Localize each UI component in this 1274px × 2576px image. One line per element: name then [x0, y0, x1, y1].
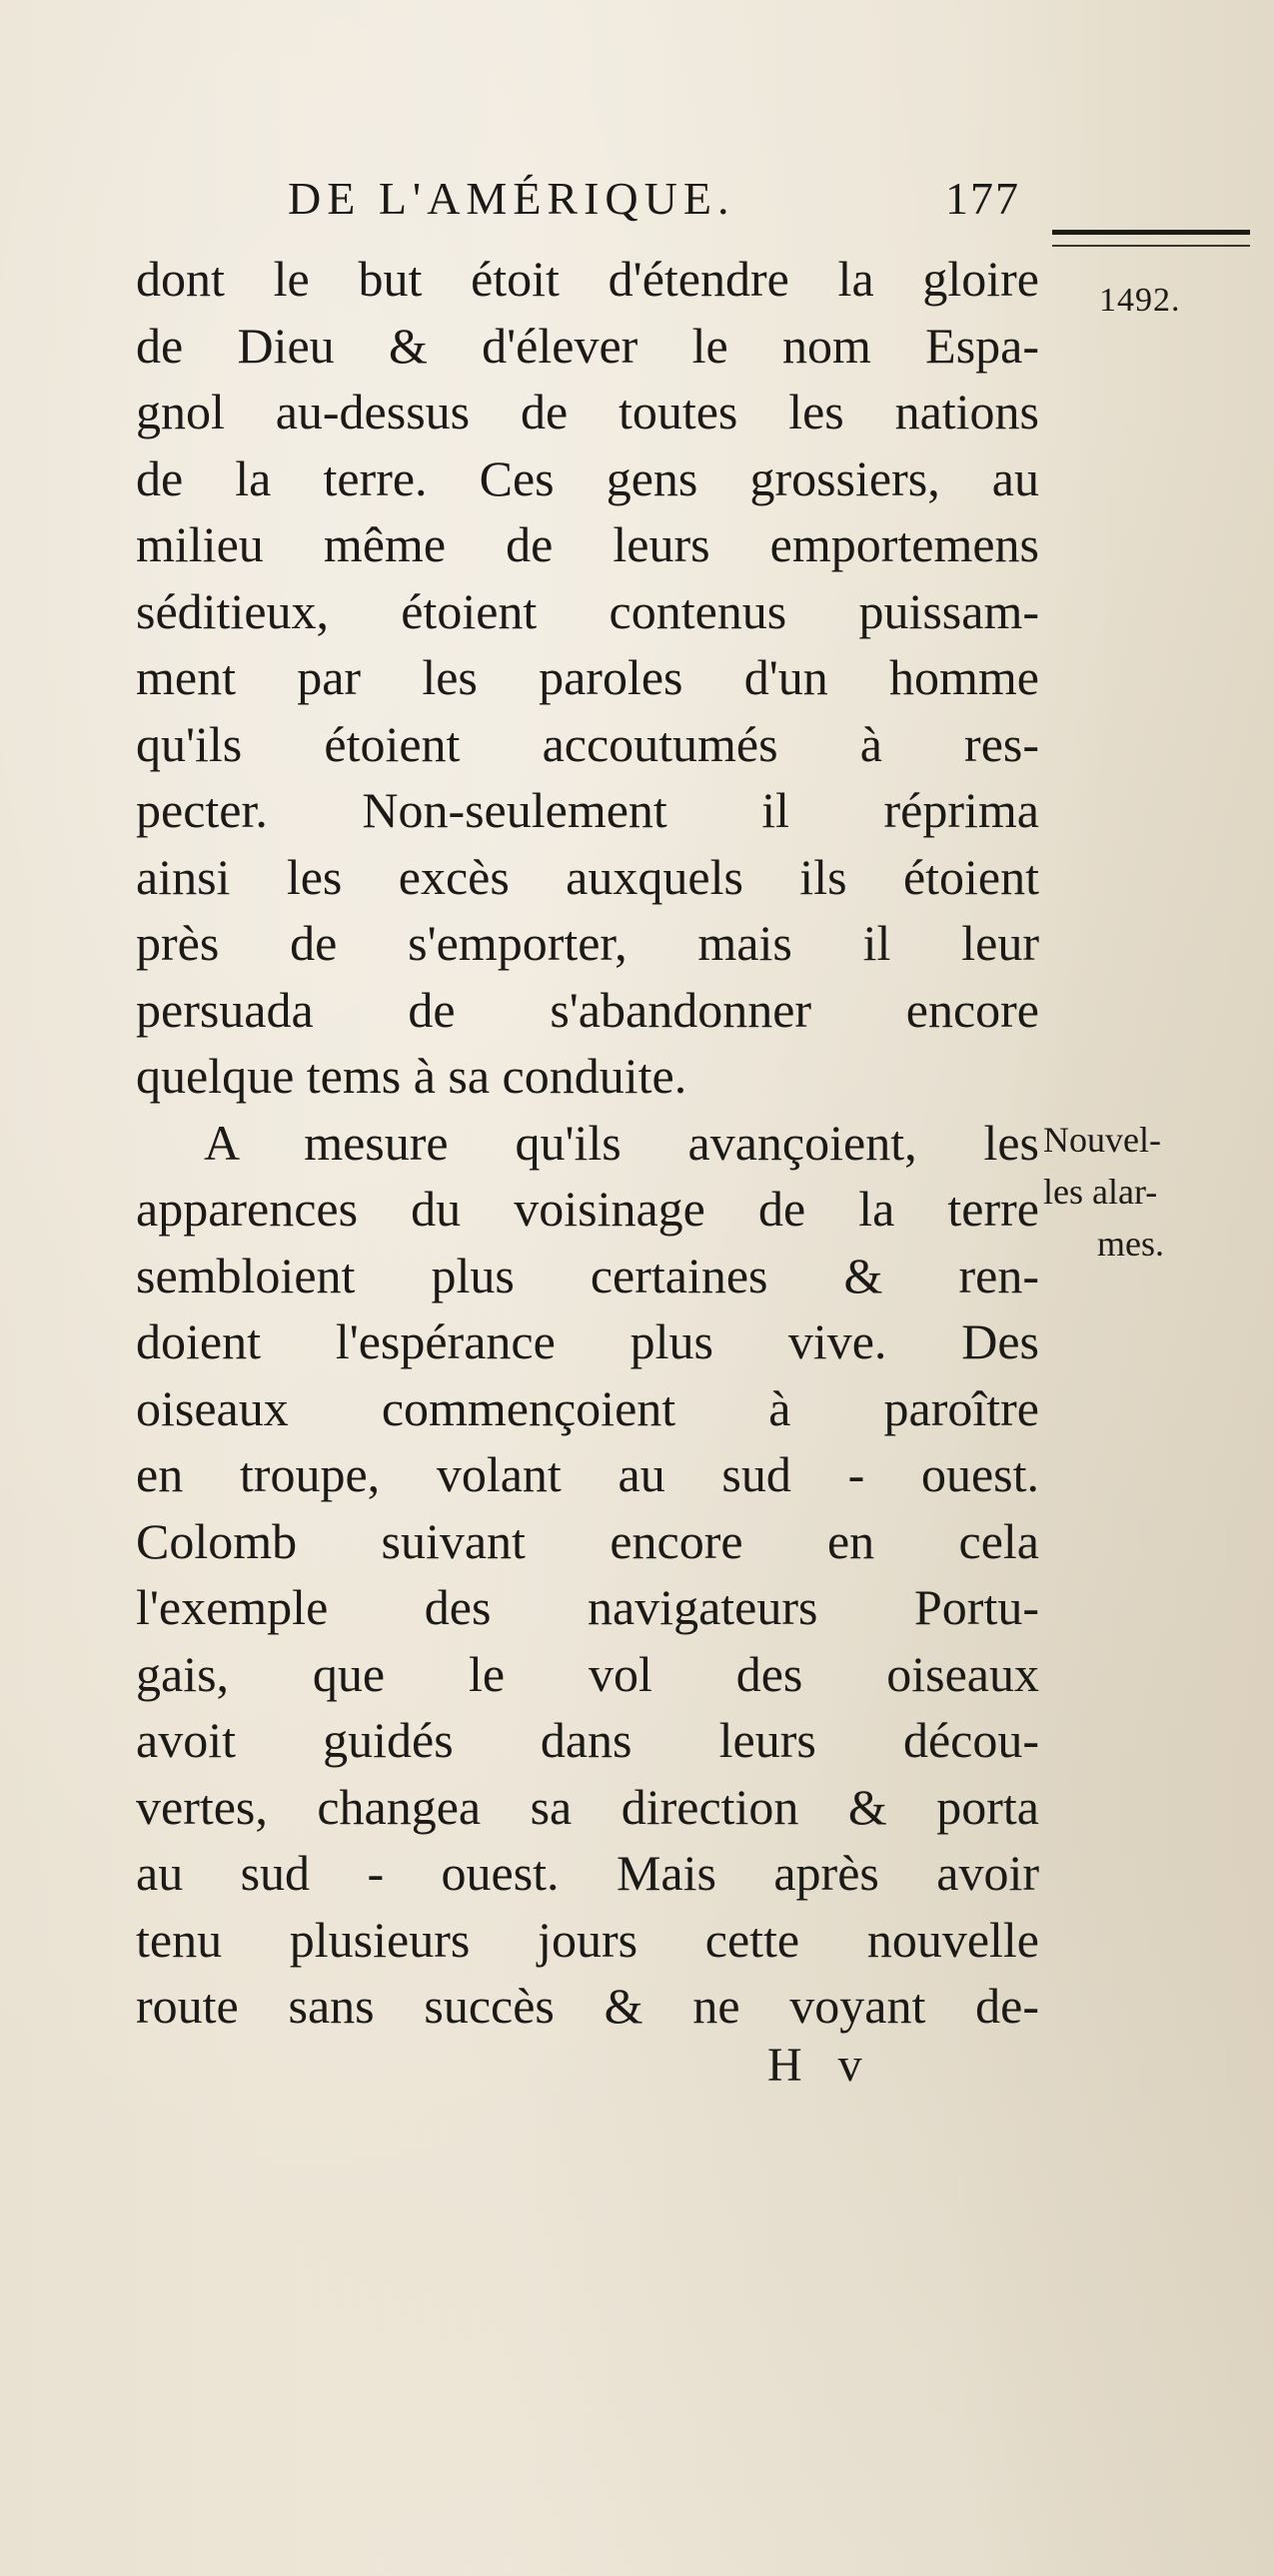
body-text	[136, 246, 1039, 2040]
text-line: route sans succès & ne voyant de-	[136, 1978, 1039, 2034]
header-rule-thin	[1052, 245, 1250, 247]
text-line: doient l'espérance plus vive. Des	[136, 1313, 1039, 1369]
signature-mark: H v	[767, 2039, 874, 2092]
text-line: sembloient plus certaines & ren-	[136, 1247, 1039, 1303]
bleed-through-texture	[1119, 559, 1269, 1458]
text-line: l'exemple des navigateurs Portu-	[136, 1579, 1039, 1635]
marginal-note-line: mes.	[1097, 1224, 1164, 1264]
text-line: gais, que le vol des oiseaux	[136, 1645, 1039, 1702]
text-line: qu'ils étoient accoutumés à res-	[136, 715, 1039, 772]
text-line: en troupe, volant au sud - ouest.	[136, 1446, 1039, 1502]
text-line: quelque tems à sa conduite.	[136, 1048, 687, 1104]
text-line: pecter. Non-seulement il réprima	[136, 782, 1039, 838]
text-line: vertes, changea sa direction & porta	[136, 1778, 1039, 1835]
text-line: tenu plusieurs jours cette nouvelle	[136, 1911, 1039, 1968]
text-line: gnol au-dessus de toutes les nations	[136, 384, 1039, 439]
marginal-note-line: Nouvel-	[1043, 1120, 1161, 1160]
text-line: ment par les paroles d'un homme	[136, 649, 1039, 705]
header-title: DE L'AMÉRIQUE.	[288, 173, 735, 224]
text-line: milieu même de leurs emportemens	[136, 516, 1039, 572]
text-line: dont le but étoit d'étendre la gloire	[136, 251, 1039, 307]
text-line: de Dieu & d'élever le nom Espa-	[136, 317, 1039, 374]
marginal-note-line: les alar-	[1043, 1172, 1158, 1212]
text-line: avoit guidés dans leurs décou-	[136, 1712, 1039, 1768]
text-line: A mesure qu'ils avançoient, les	[204, 1114, 1039, 1171]
margin-year: 1492.	[1099, 282, 1181, 319]
text-line: près de s'emporter, mais il leur	[136, 915, 1039, 971]
text-line: de la terre. Ces gens grossiers, au	[136, 449, 1039, 506]
text-line: séditieux, étoient contenus puissam-	[136, 582, 1039, 639]
page-number: 177	[945, 173, 1020, 224]
text-line: apparences du voisinage de la terre	[136, 1181, 1039, 1237]
marginal-note	[1043, 1114, 1164, 1270]
header-rule	[1052, 230, 1250, 235]
text-line: ainsi les excès auxquels ils étoient	[136, 848, 1039, 905]
text-line: persuada de s'abandonner encore	[136, 981, 1039, 1038]
text-line: Colomb suivant encore en cela	[136, 1512, 1039, 1569]
text-line: oiseaux commençoient à paroître	[136, 1379, 1039, 1436]
text-line: au sud - ouest. Mais après avoir	[136, 1845, 1039, 1901]
